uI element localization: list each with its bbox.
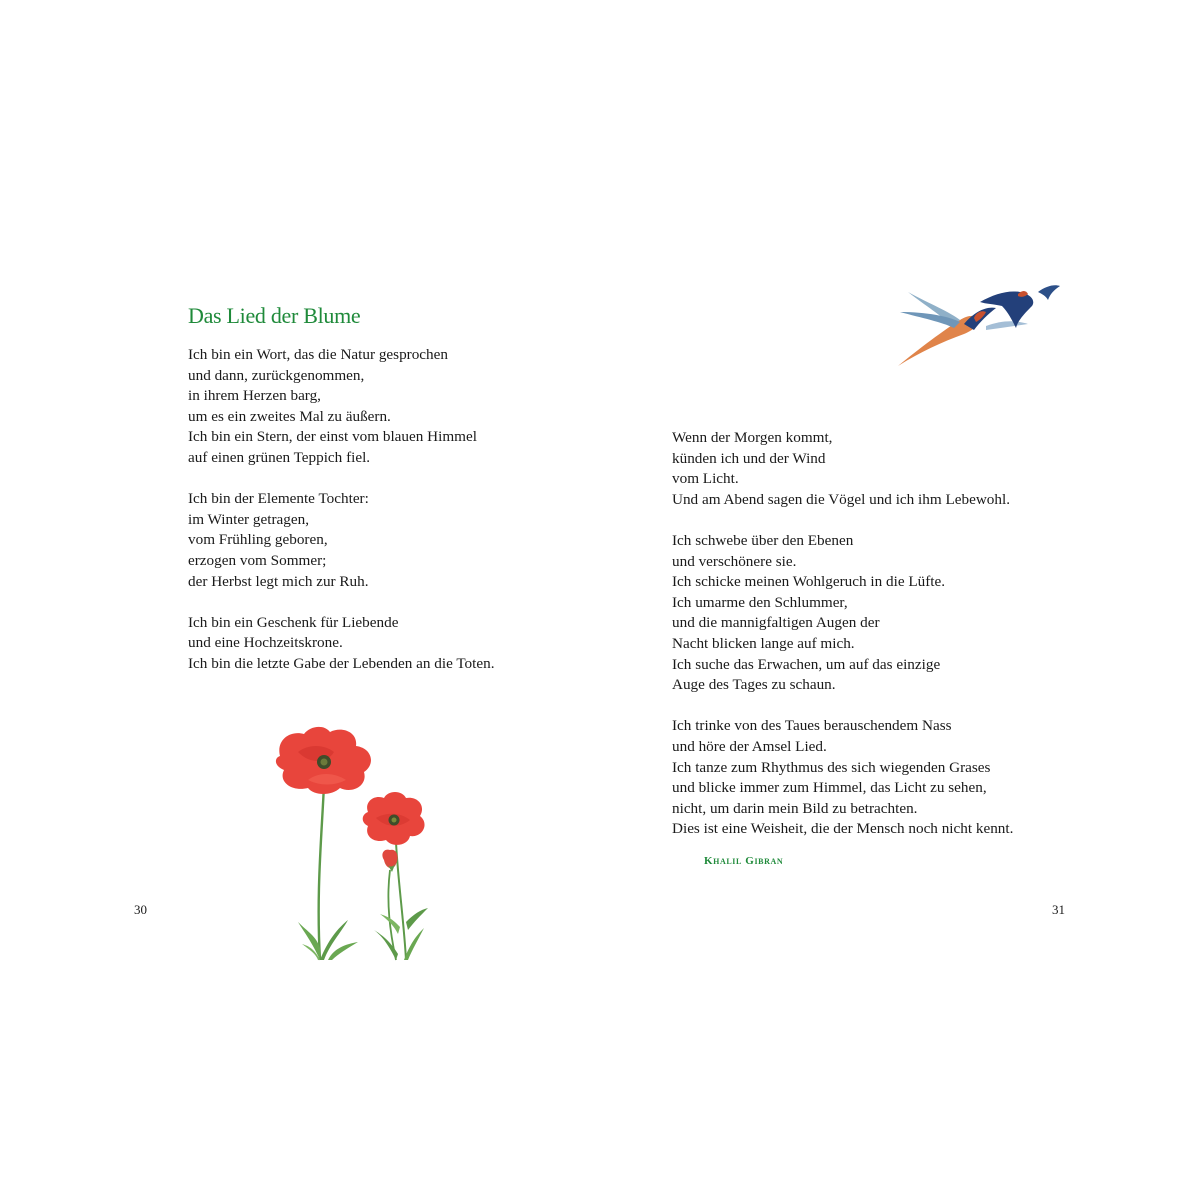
verse-line: Ich tanze zum Rhythmus des sich wiegenden Grases bbox=[672, 758, 991, 776]
verse-line: Dies ist eine Weisheit, die der Mensch noch nicht kennt. bbox=[672, 820, 1014, 838]
verse-line: Ich suche das Erwachen, um auf das einzige bbox=[672, 655, 941, 673]
verse-line: und die mannigfaltigen Augen der bbox=[672, 614, 880, 632]
verse-line: und höre der Amsel Lied. bbox=[672, 737, 827, 755]
verse-line: erzogen vom Sommer; bbox=[188, 551, 327, 569]
verse-line: Und am Abend sagen die Vögel und ich ihm Lebewohl. bbox=[672, 490, 1010, 508]
stanza bbox=[672, 428, 1013, 510]
right-verse bbox=[672, 428, 1013, 840]
stanza bbox=[672, 531, 1013, 696]
verse-line: in ihrem Herzen barg, bbox=[188, 387, 321, 405]
verse-line: der Herbst legt mich zur Ruh. bbox=[188, 572, 369, 590]
page-number: 31 bbox=[1052, 902, 1065, 917]
verse-line: und blicke immer zum Himmel, das Licht zu sehen, bbox=[672, 779, 987, 797]
stanza bbox=[672, 716, 1013, 840]
verse-line: Ich bin ein Wort, das die Natur gesprochen bbox=[188, 346, 448, 363]
verse-line: vom Frühling geboren, bbox=[188, 531, 328, 549]
verse-line: Ich bin die letzte Gabe der Lebenden an die Toten. bbox=[188, 654, 495, 672]
stanza bbox=[188, 613, 495, 675]
poppy-flowers-illustration bbox=[268, 722, 438, 962]
verse-line: Ich bin ein Stern, der einst vom blauen Himmel bbox=[188, 428, 477, 446]
verse-line: Ich schicke meinen Wohlgeruch in die Lüfte. bbox=[672, 573, 946, 591]
poem-title: Das Lied der Blume bbox=[188, 303, 361, 328]
verse-line: und dann, zurückgenommen, bbox=[188, 366, 365, 384]
right-page bbox=[600, 0, 1200, 1200]
left-verse bbox=[188, 345, 495, 675]
verse-line: Wenn der Morgen kommt, bbox=[672, 429, 833, 446]
verse-line: nicht, um darin mein Bild zu betrachten. bbox=[672, 799, 918, 817]
verse-line: künden ich und der Wind bbox=[672, 449, 826, 467]
verse-line: Ich bin ein Geschenk für Liebende bbox=[188, 613, 399, 631]
verse-line: Nacht blicken lange auf mich. bbox=[672, 634, 855, 652]
stanza bbox=[188, 345, 495, 469]
verse-line: und verschönere sie. bbox=[672, 552, 797, 570]
verse-line: Ich bin der Elemente Tochter: bbox=[188, 490, 369, 508]
verse-line: im Winter getragen, bbox=[188, 510, 309, 528]
swallows-illustration bbox=[890, 282, 1062, 374]
verse-line: auf einen grünen Teppich fiel. bbox=[188, 448, 371, 466]
author-name: Khalil Gibran bbox=[704, 855, 784, 867]
page-number: 30 bbox=[134, 902, 147, 917]
verse-line: Ich trinke von des Taues berauschendem Nass bbox=[672, 717, 952, 735]
verse-line: Auge des Tages zu schaun. bbox=[672, 676, 836, 694]
verse-line: vom Licht. bbox=[672, 470, 739, 488]
verse-line: Ich umarme den Schlummer, bbox=[672, 593, 848, 611]
verse-line: um es ein zweites Mal zu äußern. bbox=[188, 407, 391, 425]
verse-line: und eine Hochzeitskrone. bbox=[188, 634, 343, 652]
verse-line: Ich schwebe über den Ebenen bbox=[672, 531, 854, 549]
stanza bbox=[188, 489, 495, 592]
